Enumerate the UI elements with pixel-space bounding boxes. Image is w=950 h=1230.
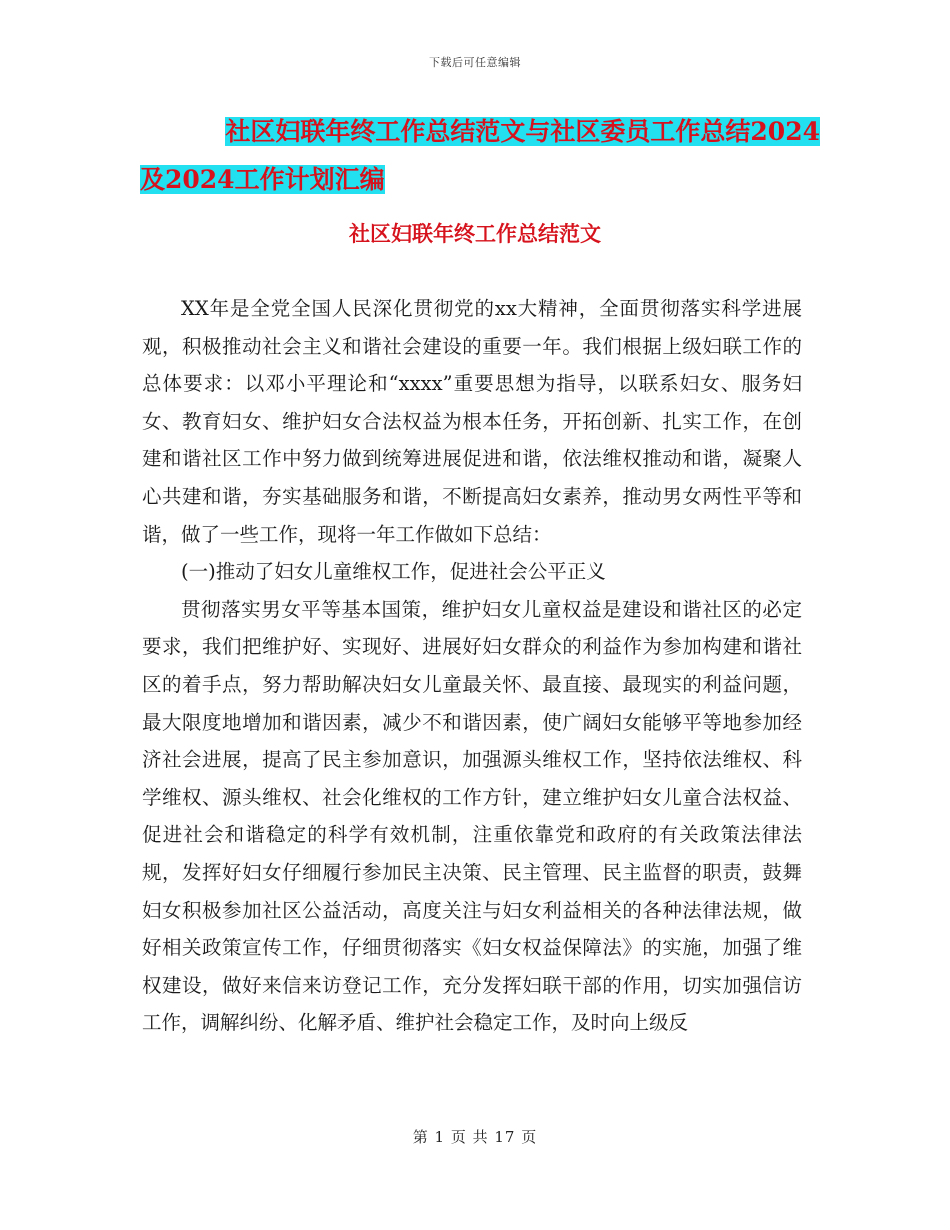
header-note: 下载后可任意编辑: [429, 56, 521, 69]
document-title-line-1: [140, 108, 820, 156]
page-footer: 第 1 页 共 17 页: [412, 1128, 538, 1146]
title-highlight-1: 社区妇联年终工作总结范文与社区委员工作总结2024: [225, 117, 820, 146]
body-text: [142, 290, 802, 1042]
section-title: 社区妇联年终工作总结范文: [349, 221, 601, 246]
paragraph-rights: 贯彻落实男女平等基本国策，维护妇女儿童权益是建设和谐社区的必定要求，我们把维护好、实现好、进展好妇女群众的利益作为参加构建和谐社区的着手点，努力帮助解决妇女儿童最关怀、最直接、最现实的利益问题，最大限度地增加和谐因素，减少不和谐因素，使广阔妇女能够平等地参加经济社会进展，提高了民主参加意识，加强源头维权工作，坚持依法维权、科学维权、源头维权、社会化维权的工作方针，建立维护妇女儿童合法权益、促进社会和谐稳定的科学有效机制，注重依靠党和政府的有关政策法律法规，发挥好妇女仔细履行参加民主决策、民主管理、民主监督的职责，鼓舞妇女积极参加社区公益活动，高度关注与妇女利益相关的各种法律法规，做好相关政策宣传工作，仔细贯彻落实《妇女权益保障法》的实施，加强了维权建设，做好来信来访登记工作，充分发挥妇联干部的作用，切实加强信访工作，调解纠纷、化解矛盾、维护社会稳定工作，及时向上级反: [142, 597, 802, 1035]
document-title-line-2: [140, 156, 820, 204]
paragraph-subheading: (一)推动了妇女儿童维权工作，促进社会公平正义: [181, 560, 606, 584]
title-highlight-2: 及2024工作计划汇编: [140, 165, 385, 194]
paragraph-intro: XX年是全党全国人民深化贯彻党的xx大精神，全面贯彻落实科学进展观，积极推动社会主义和谐社会建设的重要一年。我们根据上级妇联工作的总体要求：以邓小平理论和“xxxx”重要思想为指导，以联系妇女、服务妇女、教育妇女、维护妇女合法权益为根本任务，开拓创新、扎实工作，在创建和谐社区工作中努力做到统筹进展促进和谐，依法维权推动和谐，凝聚人心共建和谐，夯实基础服务和谐，不断提高妇女素养，推动男女两性平等和谐，做了一些工作，现将一年工作做如下总结：: [142, 297, 802, 546]
document-title: [140, 108, 820, 204]
